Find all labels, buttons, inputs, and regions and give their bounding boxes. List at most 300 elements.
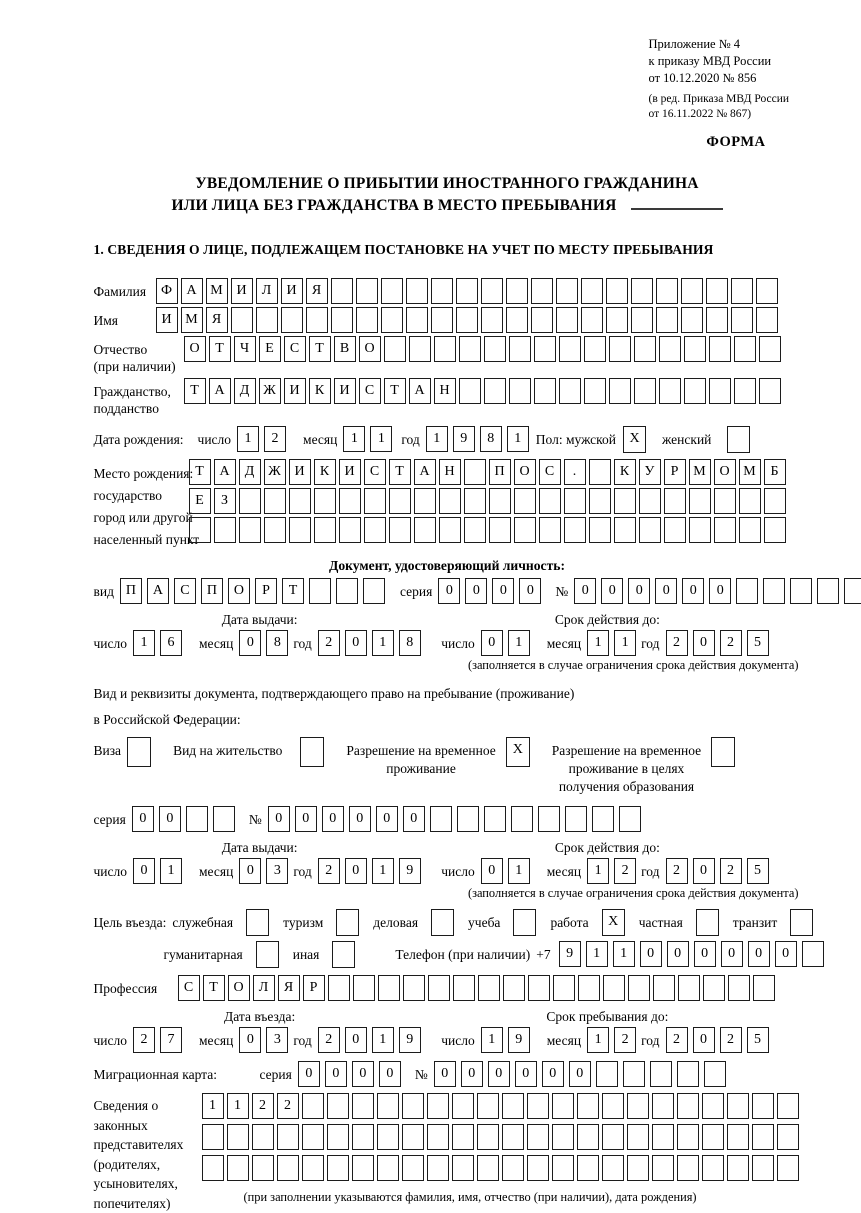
notification-form-page [31,0,831,1163]
char-cell [402,1124,424,1150]
char-cell [539,517,561,543]
char-cell [684,378,706,404]
char-cell [627,1155,649,1181]
residence-valid-cells [441,858,773,884]
phone-label: Телефон (при наличии) [395,941,530,963]
char-cell [477,1155,499,1181]
purpose-work-checkbox [602,909,625,936]
char-cell [513,909,536,936]
char-cell [589,459,611,485]
char-cell: 9 [559,941,581,967]
char-cell: М [739,459,761,485]
char-cell [352,1093,374,1119]
migration-card-label: Миграционная карта: [94,1061,254,1083]
char-cell: 2 [614,1027,636,1053]
given-name-cells [156,307,781,333]
char-cell [409,336,431,362]
char-cell [639,488,661,514]
char-cell [684,336,706,362]
purpose-other-checkbox [332,941,355,968]
header-amendment-block [649,92,801,122]
option-visa-checkbox [127,737,151,767]
char-cell [777,1155,799,1181]
identity-valid-day [481,630,535,656]
identity-issue-year [318,630,426,656]
entry-dates-block [94,1009,774,1053]
char-cell [706,278,728,304]
representatives-cells-block [202,1093,802,1205]
representatives-block [94,1093,801,1213]
representatives-cells-row-1 [202,1093,802,1119]
char-cell: 1 [614,630,636,656]
representatives-label [94,1093,202,1213]
char-cell: 0 [133,858,155,884]
char-cell [256,307,278,333]
char-cell: К [614,459,636,485]
char-cell [727,1124,749,1150]
residence-doc-options-row [94,737,801,796]
char-cell [456,307,478,333]
char-cell: У [639,459,661,485]
identity-issue-day [133,630,187,656]
char-cell: 0 [239,1027,261,1053]
char-cell [614,488,636,514]
char-cell: 0 [481,630,503,656]
char-cell [231,307,253,333]
char-cell: 3 [266,858,288,884]
char-cell: Р [255,578,277,604]
char-cell [589,488,611,514]
char-cell: 2 [252,1093,274,1119]
citizenship-label-line-2: подданство [94,400,184,417]
char-cell [603,975,625,1001]
char-cell: А [214,459,236,485]
char-cell: 0 [132,806,154,832]
char-cell [434,336,456,362]
char-cell: К [314,459,336,485]
char-cell [502,1093,524,1119]
representatives-label-line-2: законных [94,1116,202,1136]
entry-day [133,1027,187,1053]
surname-cells [156,278,781,304]
birth-month-label: месяц [303,426,337,448]
char-cell: 0 [349,806,371,832]
profession-row [94,975,801,1001]
char-cell [427,1124,449,1150]
residence-valid-day [481,858,535,884]
birth-month-cells [343,426,397,452]
char-cell [714,517,736,543]
char-cell: 1 [133,630,155,656]
char-cell [428,975,450,1001]
purpose-study-checkbox [513,909,536,936]
char-cell: 8 [399,630,421,656]
char-cell [709,378,731,404]
char-cell [589,517,611,543]
char-cell [506,278,528,304]
birth-day-cells [237,426,291,452]
birth-place-cells-block [189,459,789,546]
char-cell [534,378,556,404]
char-cell [331,307,353,333]
char-cell [339,488,361,514]
migration-series-label: серия [260,1061,292,1083]
identity-valid-group [441,612,773,656]
form-title-line-1: УВЕДОМЛЕНИЕ О ПРИБЫТИИ ИНОСТРАННОГО ГРАЖДАНИНА [94,173,801,195]
char-cell: 2 [264,426,286,452]
char-cell: 5 [747,1027,769,1053]
char-cell [790,578,812,604]
char-cell: 2 [318,858,340,884]
char-cell [302,1155,324,1181]
char-cell: 1 [426,426,448,452]
char-cell: 0 [239,858,261,884]
birth-place-label-line-2: государство [94,485,189,507]
char-cell: 0 [465,578,487,604]
char-cell [339,517,361,543]
char-cell [464,459,486,485]
char-cell [277,1124,299,1150]
char-cell: О [228,578,250,604]
char-cell [565,806,587,832]
char-cell [327,1155,349,1181]
birth-place-label-line-3: город или другой [94,507,189,529]
identity-number-cells [574,578,861,604]
char-cell [689,517,711,543]
purpose-humanitarian-label: гуманитарная [164,941,243,963]
char-cell [564,488,586,514]
identity-valid-month [587,630,641,656]
char-cell [752,1093,774,1119]
char-cell [731,278,753,304]
char-cell [509,378,531,404]
year-label: год [293,1027,311,1049]
char-cell [531,307,553,333]
char-cell: В [334,336,356,362]
option-temporary-residence-line-1: Разрешение на временное [346,742,495,760]
char-cell: Ч [234,336,256,362]
birth-year-label: год [401,426,419,448]
char-cell: М [181,307,203,333]
char-cell [430,806,452,832]
option-temporary-residence-education-label [552,737,701,796]
residence-issue-day [133,858,187,884]
char-cell [514,488,536,514]
entry-date-header: Дата въезда: [94,1009,426,1025]
purpose-official-label: служебная [172,909,233,931]
char-cell [478,975,500,1001]
char-cell [614,517,636,543]
char-cell [706,307,728,333]
char-cell [527,1124,549,1150]
char-cell: 1 [370,426,392,452]
char-cell: С [178,975,200,1001]
char-cell: 8 [266,630,288,656]
char-cell [538,806,560,832]
char-cell: 1 [613,941,635,967]
char-cell [659,378,681,404]
char-cell: 0 [748,941,770,967]
char-cell: 0 [542,1061,564,1087]
option-visa [94,737,152,767]
char-cell: И [284,378,306,404]
form-title-line-2-text: ИЛИ ЛИЦА БЕЗ ГРАЖДАНСТВА В МЕСТО ПРЕБЫВАНИЯ [171,197,616,214]
char-cell: 0 [569,1061,591,1087]
char-cell [734,378,756,404]
char-cell [763,578,785,604]
purpose-tourism-label: туризм [283,909,323,931]
char-cell [389,488,411,514]
char-cell: 1 [508,858,530,884]
gender-male-checkbox [623,426,646,453]
char-cell: 2 [614,858,636,884]
char-cell: 0 [601,578,623,604]
identity-document-row [94,578,801,604]
patronymic-label [94,336,184,375]
char-cell [727,1093,749,1119]
purpose-private [639,909,719,936]
residence-series-label: серия [94,806,126,828]
char-cell [764,517,786,543]
entry-year [318,1027,426,1053]
char-cell [378,975,400,1001]
month-label: месяц [547,858,581,880]
option-visa-label: Виза [94,737,122,760]
char-cell: 1 [586,941,608,967]
char-cell: 0 [481,858,503,884]
month-label: месяц [199,630,233,652]
char-cell [327,1124,349,1150]
char-cell: 1 [237,426,259,452]
char-cell [727,426,750,453]
char-cell [353,975,375,1001]
char-cell: Л [256,278,278,304]
day-label: число [94,630,128,652]
char-cell [356,307,378,333]
char-cell: П [120,578,142,604]
entry-purpose-row-2 [164,941,801,968]
char-cell: 1 [202,1093,224,1119]
char-cell [711,737,735,767]
day-label: число [94,858,128,880]
char-cell [439,517,461,543]
residence-dates-block [94,840,774,884]
char-cell: Б [764,459,786,485]
identity-series-label: серия [400,578,432,600]
purpose-tourism [283,909,359,936]
char-cell: Е [189,488,211,514]
char-cell [777,1093,799,1119]
char-cell [127,737,151,767]
year-label: год [641,858,659,880]
char-cell [606,307,628,333]
entry-date-group [94,1009,426,1053]
purpose-official-checkbox [246,909,269,936]
char-cell: Я [206,307,228,333]
char-cell: А [209,378,231,404]
char-cell: 2 [666,630,688,656]
month-label: месяц [547,1027,581,1049]
char-cell [714,488,736,514]
char-cell [309,578,331,604]
char-cell: 0 [239,630,261,656]
char-cell: Т [189,459,211,485]
year-label: год [293,630,311,652]
char-cell [634,378,656,404]
char-cell: С [364,459,386,485]
char-cell: 9 [508,1027,530,1053]
char-cell: 0 [655,578,677,604]
char-cell [186,806,208,832]
char-cell: 1 [160,858,182,884]
char-cell [332,941,355,968]
char-cell [439,488,461,514]
char-cell [227,1155,249,1181]
char-cell [377,1155,399,1181]
char-cell: Т [309,336,331,362]
char-cell [664,517,686,543]
purpose-private-checkbox [696,909,719,936]
char-cell [377,1124,399,1150]
stay-until-group [441,1009,773,1053]
char-cell: К [309,378,331,404]
char-cell [677,1155,699,1181]
char-cell: 1 [372,1027,394,1053]
char-cell: 0 [721,941,743,967]
identity-type-cells [120,578,390,604]
char-cell: 6 [160,630,182,656]
char-cell: 7 [160,1027,182,1053]
char-cell [664,488,686,514]
char-cell: 0 [434,1061,456,1087]
char-cell: 0 [693,630,715,656]
birth-place-label [94,459,189,551]
char-cell [328,975,350,1001]
char-cell [403,975,425,1001]
char-cell: 0 [268,806,290,832]
char-cell: О [359,336,381,362]
char-cell [414,488,436,514]
entry-purpose-label: Цель въезда: [94,909,167,931]
char-cell [577,1124,599,1150]
purpose-work-label: работа [550,909,588,931]
char-cell [484,806,506,832]
char-cell [289,517,311,543]
char-cell [631,278,653,304]
char-cell: И [334,378,356,404]
char-cell [239,488,261,514]
char-cell [581,278,603,304]
char-cell: 0 [438,578,460,604]
char-cell [681,278,703,304]
char-cell [728,975,750,1001]
char-cell [844,578,861,604]
gender-female-checkbox [727,426,750,453]
char-cell [414,517,436,543]
purpose-study-label: учеба [468,909,500,931]
char-cell [739,517,761,543]
identity-series-cells [438,578,546,604]
char-cell [777,1124,799,1150]
day-label: число [441,858,475,880]
char-cell [502,1124,524,1150]
representatives-footnote: (при заполнении указываются фамилия, имя, отчество (при наличии), дата рождения) [244,1190,802,1205]
char-cell [336,909,359,936]
residence-issue-cells [94,858,426,884]
char-cell: 2 [318,1027,340,1053]
char-cell: 0 [492,578,514,604]
representatives-label-line-3: представителях [94,1135,202,1155]
month-label: месяц [547,630,581,652]
residence-valid-month [587,858,641,884]
char-cell: П [201,578,223,604]
char-cell: 5 [747,858,769,884]
char-cell [377,1093,399,1119]
char-cell [756,307,778,333]
header-line-order: к приказу МВД России [649,53,801,70]
stay-month [587,1027,641,1053]
char-cell [539,488,561,514]
identity-issue-month [239,630,293,656]
purpose-business [373,909,454,936]
char-cell [431,909,454,936]
month-label: месяц [199,1027,233,1049]
char-cell: 1 [587,1027,609,1053]
char-cell [352,1155,374,1181]
char-cell [402,1093,424,1119]
char-cell: 1 [508,630,530,656]
char-cell [759,378,781,404]
char-cell [381,307,403,333]
representatives-cells-row-3 [202,1155,802,1181]
char-cell: Т [389,459,411,485]
char-cell [364,517,386,543]
identity-valid-year [666,630,774,656]
char-cell [702,1155,724,1181]
char-cell [681,307,703,333]
char-cell: И [281,278,303,304]
char-cell [363,578,385,604]
char-cell [402,1155,424,1181]
purpose-work [550,909,624,936]
char-cell [577,1155,599,1181]
option-temporary-residence [346,737,529,778]
char-cell: 0 [376,806,398,832]
identity-issue-cells [94,630,426,656]
char-cell [506,307,528,333]
section1-heading: 1. СВЕДЕНИЯ О ЛИЦЕ, ПОДЛЕЖАЩЕМ ПОСТАНОВКЕ НА УЧЕТ ПО МЕСТУ ПРЕБЫВАНИЯ [94,242,801,258]
char-cell [331,278,353,304]
birth-place-label-line-4: населенный пункт [94,529,189,551]
char-cell [752,1124,774,1150]
char-cell [484,336,506,362]
char-cell: Т [282,578,304,604]
char-cell: 0 [775,941,797,967]
char-cell [553,975,575,1001]
char-cell [464,517,486,543]
char-cell [556,278,578,304]
char-cell [352,1124,374,1150]
char-cell [214,517,236,543]
char-cell [502,1155,524,1181]
char-cell [606,278,628,304]
char-cell [634,336,656,362]
given-name-label: Имя [94,307,156,329]
char-cell: Л [253,975,275,1001]
residence-valid-group [441,840,773,884]
month-label: месяц [199,858,233,880]
identity-validity-note: (заполняется в случае ограничения срока действия документа) [94,658,801,673]
